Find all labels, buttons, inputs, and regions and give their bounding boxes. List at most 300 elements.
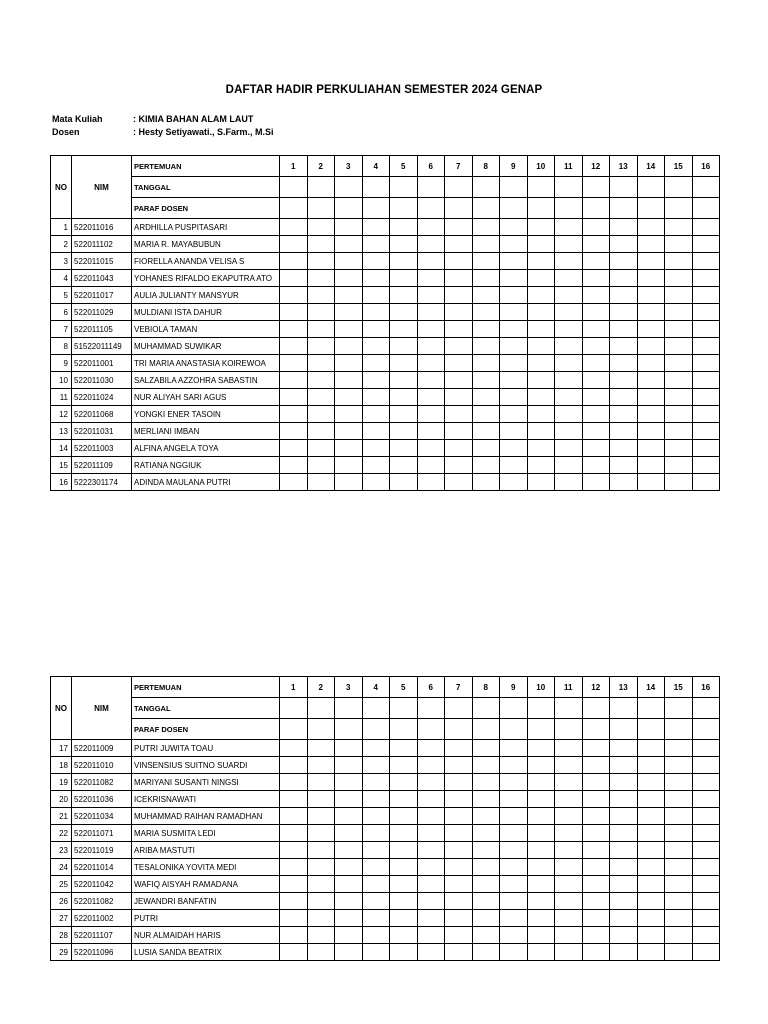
attendance-cell[interactable] xyxy=(307,253,335,270)
attendance-cell[interactable] xyxy=(555,287,583,304)
attendance-cell[interactable] xyxy=(665,944,693,961)
attendance-cell[interactable] xyxy=(637,372,665,389)
attendance-cell[interactable] xyxy=(445,757,473,774)
attendance-cell[interactable] xyxy=(280,774,308,791)
attendance-cell[interactable] xyxy=(665,338,693,355)
lecturer-signature-cell[interactable] xyxy=(665,198,693,219)
attendance-cell[interactable] xyxy=(280,927,308,944)
attendance-cell[interactable] xyxy=(555,893,583,910)
attendance-cell[interactable] xyxy=(665,808,693,825)
attendance-cell[interactable] xyxy=(472,876,500,893)
attendance-cell[interactable] xyxy=(637,457,665,474)
lecturer-signature-cell[interactable] xyxy=(500,198,528,219)
attendance-cell[interactable] xyxy=(610,474,638,491)
attendance-cell[interactable] xyxy=(692,236,720,253)
attendance-cell[interactable] xyxy=(665,355,693,372)
attendance-cell[interactable] xyxy=(417,859,445,876)
attendance-cell[interactable] xyxy=(417,389,445,406)
attendance-cell[interactable] xyxy=(335,944,363,961)
date-cell[interactable] xyxy=(610,177,638,198)
attendance-cell[interactable] xyxy=(445,236,473,253)
attendance-cell[interactable] xyxy=(417,287,445,304)
attendance-cell[interactable] xyxy=(335,457,363,474)
attendance-cell[interactable] xyxy=(500,304,528,321)
attendance-cell[interactable] xyxy=(555,253,583,270)
attendance-cell[interactable] xyxy=(335,842,363,859)
attendance-cell[interactable] xyxy=(472,270,500,287)
attendance-cell[interactable] xyxy=(445,474,473,491)
attendance-cell[interactable] xyxy=(692,287,720,304)
attendance-cell[interactable] xyxy=(527,791,555,808)
attendance-cell[interactable] xyxy=(390,474,418,491)
attendance-cell[interactable] xyxy=(445,740,473,757)
attendance-cell[interactable] xyxy=(555,774,583,791)
date-cell[interactable] xyxy=(610,698,638,719)
attendance-cell[interactable] xyxy=(665,423,693,440)
attendance-cell[interactable] xyxy=(307,440,335,457)
attendance-cell[interactable] xyxy=(500,876,528,893)
attendance-cell[interactable] xyxy=(582,876,610,893)
date-cell[interactable] xyxy=(582,698,610,719)
attendance-cell[interactable] xyxy=(362,423,390,440)
attendance-cell[interactable] xyxy=(307,355,335,372)
attendance-cell[interactable] xyxy=(692,270,720,287)
attendance-cell[interactable] xyxy=(445,287,473,304)
attendance-cell[interactable] xyxy=(692,253,720,270)
attendance-cell[interactable] xyxy=(582,757,610,774)
attendance-cell[interactable] xyxy=(362,842,390,859)
attendance-cell[interactable] xyxy=(582,808,610,825)
attendance-cell[interactable] xyxy=(527,219,555,236)
attendance-cell[interactable] xyxy=(692,859,720,876)
attendance-cell[interactable] xyxy=(362,893,390,910)
attendance-cell[interactable] xyxy=(500,287,528,304)
attendance-cell[interactable] xyxy=(445,774,473,791)
attendance-cell[interactable] xyxy=(417,457,445,474)
attendance-cell[interactable] xyxy=(390,808,418,825)
attendance-cell[interactable] xyxy=(445,808,473,825)
attendance-cell[interactable] xyxy=(692,457,720,474)
attendance-cell[interactable] xyxy=(692,876,720,893)
attendance-cell[interactable] xyxy=(527,321,555,338)
attendance-cell[interactable] xyxy=(390,372,418,389)
attendance-cell[interactable] xyxy=(390,355,418,372)
attendance-cell[interactable] xyxy=(610,423,638,440)
attendance-cell[interactable] xyxy=(390,457,418,474)
attendance-cell[interactable] xyxy=(637,740,665,757)
attendance-cell[interactable] xyxy=(280,355,308,372)
attendance-cell[interactable] xyxy=(390,927,418,944)
attendance-cell[interactable] xyxy=(445,270,473,287)
attendance-cell[interactable] xyxy=(390,253,418,270)
attendance-cell[interactable] xyxy=(500,474,528,491)
attendance-cell[interactable] xyxy=(637,423,665,440)
attendance-cell[interactable] xyxy=(500,372,528,389)
attendance-cell[interactable] xyxy=(417,355,445,372)
attendance-cell[interactable] xyxy=(307,304,335,321)
attendance-cell[interactable] xyxy=(610,236,638,253)
attendance-cell[interactable] xyxy=(390,406,418,423)
attendance-cell[interactable] xyxy=(555,423,583,440)
attendance-cell[interactable] xyxy=(500,355,528,372)
attendance-cell[interactable] xyxy=(582,791,610,808)
lecturer-signature-cell[interactable] xyxy=(307,719,335,740)
attendance-cell[interactable] xyxy=(665,457,693,474)
attendance-cell[interactable] xyxy=(417,406,445,423)
attendance-cell[interactable] xyxy=(390,236,418,253)
attendance-cell[interactable] xyxy=(500,927,528,944)
attendance-cell[interactable] xyxy=(500,791,528,808)
attendance-cell[interactable] xyxy=(362,825,390,842)
attendance-cell[interactable] xyxy=(445,944,473,961)
attendance-cell[interactable] xyxy=(307,474,335,491)
attendance-cell[interactable] xyxy=(472,355,500,372)
attendance-cell[interactable] xyxy=(280,474,308,491)
attendance-cell[interactable] xyxy=(472,474,500,491)
attendance-cell[interactable] xyxy=(472,859,500,876)
attendance-cell[interactable] xyxy=(582,270,610,287)
attendance-cell[interactable] xyxy=(610,219,638,236)
lecturer-signature-cell[interactable] xyxy=(637,719,665,740)
lecturer-signature-cell[interactable] xyxy=(692,719,720,740)
attendance-cell[interactable] xyxy=(555,304,583,321)
attendance-cell[interactable] xyxy=(637,474,665,491)
attendance-cell[interactable] xyxy=(527,406,555,423)
attendance-cell[interactable] xyxy=(390,791,418,808)
attendance-cell[interactable] xyxy=(445,859,473,876)
date-cell[interactable] xyxy=(417,698,445,719)
attendance-cell[interactable] xyxy=(307,791,335,808)
attendance-cell[interactable] xyxy=(527,304,555,321)
attendance-cell[interactable] xyxy=(307,236,335,253)
attendance-cell[interactable] xyxy=(445,389,473,406)
attendance-cell[interactable] xyxy=(417,372,445,389)
attendance-cell[interactable] xyxy=(582,910,610,927)
attendance-cell[interactable] xyxy=(555,219,583,236)
attendance-cell[interactable] xyxy=(417,304,445,321)
attendance-cell[interactable] xyxy=(335,474,363,491)
attendance-cell[interactable] xyxy=(582,338,610,355)
attendance-cell[interactable] xyxy=(445,372,473,389)
attendance-cell[interactable] xyxy=(362,321,390,338)
attendance-cell[interactable] xyxy=(335,219,363,236)
attendance-cell[interactable] xyxy=(665,304,693,321)
attendance-cell[interactable] xyxy=(665,236,693,253)
attendance-cell[interactable] xyxy=(555,406,583,423)
attendance-cell[interactable] xyxy=(335,423,363,440)
attendance-cell[interactable] xyxy=(417,757,445,774)
attendance-cell[interactable] xyxy=(610,876,638,893)
attendance-cell[interactable] xyxy=(582,389,610,406)
attendance-cell[interactable] xyxy=(390,423,418,440)
lecturer-signature-cell[interactable] xyxy=(555,719,583,740)
attendance-cell[interactable] xyxy=(335,740,363,757)
attendance-cell[interactable] xyxy=(665,876,693,893)
attendance-cell[interactable] xyxy=(692,774,720,791)
attendance-cell[interactable] xyxy=(472,440,500,457)
attendance-cell[interactable] xyxy=(692,910,720,927)
attendance-cell[interactable] xyxy=(555,791,583,808)
attendance-cell[interactable] xyxy=(280,757,308,774)
attendance-cell[interactable] xyxy=(692,791,720,808)
attendance-cell[interactable] xyxy=(527,355,555,372)
attendance-cell[interactable] xyxy=(610,825,638,842)
attendance-cell[interactable] xyxy=(307,842,335,859)
date-cell[interactable] xyxy=(335,177,363,198)
attendance-cell[interactable] xyxy=(307,927,335,944)
attendance-cell[interactable] xyxy=(527,287,555,304)
attendance-cell[interactable] xyxy=(472,457,500,474)
attendance-cell[interactable] xyxy=(280,876,308,893)
attendance-cell[interactable] xyxy=(280,304,308,321)
attendance-cell[interactable] xyxy=(472,944,500,961)
attendance-cell[interactable] xyxy=(472,842,500,859)
attendance-cell[interactable] xyxy=(445,825,473,842)
attendance-cell[interactable] xyxy=(390,944,418,961)
attendance-cell[interactable] xyxy=(582,825,610,842)
attendance-cell[interactable] xyxy=(610,389,638,406)
attendance-cell[interactable] xyxy=(335,406,363,423)
attendance-cell[interactable] xyxy=(280,389,308,406)
attendance-cell[interactable] xyxy=(417,944,445,961)
attendance-cell[interactable] xyxy=(472,372,500,389)
attendance-cell[interactable] xyxy=(472,910,500,927)
attendance-cell[interactable] xyxy=(692,893,720,910)
attendance-cell[interactable] xyxy=(335,927,363,944)
attendance-cell[interactable] xyxy=(362,808,390,825)
attendance-cell[interactable] xyxy=(472,406,500,423)
date-cell[interactable] xyxy=(637,177,665,198)
attendance-cell[interactable] xyxy=(335,389,363,406)
attendance-cell[interactable] xyxy=(307,321,335,338)
attendance-cell[interactable] xyxy=(390,338,418,355)
attendance-cell[interactable] xyxy=(665,406,693,423)
attendance-cell[interactable] xyxy=(637,876,665,893)
lecturer-signature-cell[interactable] xyxy=(280,719,308,740)
attendance-cell[interactable] xyxy=(527,927,555,944)
attendance-cell[interactable] xyxy=(280,440,308,457)
attendance-cell[interactable] xyxy=(665,474,693,491)
attendance-cell[interactable] xyxy=(637,287,665,304)
attendance-cell[interactable] xyxy=(692,219,720,236)
attendance-cell[interactable] xyxy=(527,236,555,253)
attendance-cell[interactable] xyxy=(527,910,555,927)
attendance-cell[interactable] xyxy=(472,740,500,757)
attendance-cell[interactable] xyxy=(555,842,583,859)
date-cell[interactable] xyxy=(692,177,720,198)
attendance-cell[interactable] xyxy=(280,859,308,876)
attendance-cell[interactable] xyxy=(637,774,665,791)
attendance-cell[interactable] xyxy=(445,791,473,808)
lecturer-signature-cell[interactable] xyxy=(665,719,693,740)
attendance-cell[interactable] xyxy=(527,423,555,440)
attendance-cell[interactable] xyxy=(527,944,555,961)
attendance-cell[interactable] xyxy=(472,791,500,808)
attendance-cell[interactable] xyxy=(610,859,638,876)
date-cell[interactable] xyxy=(362,698,390,719)
attendance-cell[interactable] xyxy=(582,236,610,253)
attendance-cell[interactable] xyxy=(280,321,308,338)
attendance-cell[interactable] xyxy=(527,338,555,355)
attendance-cell[interactable] xyxy=(472,757,500,774)
attendance-cell[interactable] xyxy=(527,825,555,842)
attendance-cell[interactable] xyxy=(390,842,418,859)
attendance-cell[interactable] xyxy=(527,372,555,389)
date-cell[interactable] xyxy=(472,698,500,719)
attendance-cell[interactable] xyxy=(417,423,445,440)
attendance-cell[interactable] xyxy=(280,825,308,842)
date-cell[interactable] xyxy=(692,698,720,719)
attendance-cell[interactable] xyxy=(637,321,665,338)
attendance-cell[interactable] xyxy=(335,893,363,910)
attendance-cell[interactable] xyxy=(362,219,390,236)
attendance-cell[interactable] xyxy=(445,304,473,321)
attendance-cell[interactable] xyxy=(527,842,555,859)
date-cell[interactable] xyxy=(637,698,665,719)
attendance-cell[interactable] xyxy=(555,944,583,961)
date-cell[interactable] xyxy=(280,177,308,198)
attendance-cell[interactable] xyxy=(362,406,390,423)
attendance-cell[interactable] xyxy=(500,842,528,859)
attendance-cell[interactable] xyxy=(362,859,390,876)
attendance-cell[interactable] xyxy=(555,740,583,757)
attendance-cell[interactable] xyxy=(335,791,363,808)
attendance-cell[interactable] xyxy=(500,808,528,825)
attendance-cell[interactable] xyxy=(307,423,335,440)
lecturer-signature-cell[interactable] xyxy=(472,198,500,219)
attendance-cell[interactable] xyxy=(335,287,363,304)
attendance-cell[interactable] xyxy=(527,757,555,774)
attendance-cell[interactable] xyxy=(555,372,583,389)
attendance-cell[interactable] xyxy=(527,440,555,457)
attendance-cell[interactable] xyxy=(637,236,665,253)
attendance-cell[interactable] xyxy=(335,876,363,893)
attendance-cell[interactable] xyxy=(445,927,473,944)
attendance-cell[interactable] xyxy=(307,406,335,423)
attendance-cell[interactable] xyxy=(280,338,308,355)
lecturer-signature-cell[interactable] xyxy=(637,198,665,219)
attendance-cell[interactable] xyxy=(665,859,693,876)
attendance-cell[interactable] xyxy=(582,457,610,474)
date-cell[interactable] xyxy=(417,177,445,198)
attendance-cell[interactable] xyxy=(692,808,720,825)
attendance-cell[interactable] xyxy=(555,474,583,491)
attendance-cell[interactable] xyxy=(362,791,390,808)
attendance-cell[interactable] xyxy=(692,338,720,355)
attendance-cell[interactable] xyxy=(500,440,528,457)
attendance-cell[interactable] xyxy=(692,406,720,423)
lecturer-signature-cell[interactable] xyxy=(527,198,555,219)
attendance-cell[interactable] xyxy=(445,876,473,893)
attendance-cell[interactable] xyxy=(555,876,583,893)
lecturer-signature-cell[interactable] xyxy=(582,719,610,740)
attendance-cell[interactable] xyxy=(445,910,473,927)
attendance-cell[interactable] xyxy=(417,253,445,270)
attendance-cell[interactable] xyxy=(280,842,308,859)
attendance-cell[interactable] xyxy=(472,253,500,270)
attendance-cell[interactable] xyxy=(500,757,528,774)
attendance-cell[interactable] xyxy=(500,423,528,440)
attendance-cell[interactable] xyxy=(335,910,363,927)
attendance-cell[interactable] xyxy=(582,287,610,304)
attendance-cell[interactable] xyxy=(307,859,335,876)
attendance-cell[interactable] xyxy=(610,287,638,304)
attendance-cell[interactable] xyxy=(527,859,555,876)
attendance-cell[interactable] xyxy=(582,944,610,961)
attendance-cell[interactable] xyxy=(362,270,390,287)
date-cell[interactable] xyxy=(527,698,555,719)
attendance-cell[interactable] xyxy=(417,219,445,236)
date-cell[interactable] xyxy=(555,177,583,198)
attendance-cell[interactable] xyxy=(527,774,555,791)
date-cell[interactable] xyxy=(445,698,473,719)
attendance-cell[interactable] xyxy=(610,944,638,961)
attendance-cell[interactable] xyxy=(665,842,693,859)
attendance-cell[interactable] xyxy=(472,774,500,791)
attendance-cell[interactable] xyxy=(472,423,500,440)
attendance-cell[interactable] xyxy=(527,253,555,270)
attendance-cell[interactable] xyxy=(417,338,445,355)
attendance-cell[interactable] xyxy=(362,944,390,961)
attendance-cell[interactable] xyxy=(610,372,638,389)
attendance-cell[interactable] xyxy=(280,740,308,757)
attendance-cell[interactable] xyxy=(362,236,390,253)
attendance-cell[interactable] xyxy=(307,944,335,961)
attendance-cell[interactable] xyxy=(500,219,528,236)
attendance-cell[interactable] xyxy=(390,893,418,910)
attendance-cell[interactable] xyxy=(335,372,363,389)
attendance-cell[interactable] xyxy=(665,927,693,944)
attendance-cell[interactable] xyxy=(307,876,335,893)
attendance-cell[interactable] xyxy=(417,740,445,757)
attendance-cell[interactable] xyxy=(307,338,335,355)
attendance-cell[interactable] xyxy=(362,253,390,270)
lecturer-signature-cell[interactable] xyxy=(307,198,335,219)
attendance-cell[interactable] xyxy=(500,825,528,842)
attendance-cell[interactable] xyxy=(500,457,528,474)
attendance-cell[interactable] xyxy=(390,859,418,876)
attendance-cell[interactable] xyxy=(692,740,720,757)
attendance-cell[interactable] xyxy=(362,372,390,389)
attendance-cell[interactable] xyxy=(500,270,528,287)
date-cell[interactable] xyxy=(362,177,390,198)
attendance-cell[interactable] xyxy=(610,740,638,757)
attendance-cell[interactable] xyxy=(335,757,363,774)
attendance-cell[interactable] xyxy=(307,219,335,236)
attendance-cell[interactable] xyxy=(555,859,583,876)
lecturer-signature-cell[interactable] xyxy=(445,198,473,219)
attendance-cell[interactable] xyxy=(472,389,500,406)
attendance-cell[interactable] xyxy=(472,321,500,338)
date-cell[interactable] xyxy=(307,698,335,719)
attendance-cell[interactable] xyxy=(692,423,720,440)
attendance-cell[interactable] xyxy=(555,236,583,253)
attendance-cell[interactable] xyxy=(582,304,610,321)
lecturer-signature-cell[interactable] xyxy=(362,198,390,219)
attendance-cell[interactable] xyxy=(280,270,308,287)
attendance-cell[interactable] xyxy=(362,910,390,927)
attendance-cell[interactable] xyxy=(692,825,720,842)
attendance-cell[interactable] xyxy=(445,406,473,423)
attendance-cell[interactable] xyxy=(390,740,418,757)
attendance-cell[interactable] xyxy=(390,757,418,774)
attendance-cell[interactable] xyxy=(335,321,363,338)
attendance-cell[interactable] xyxy=(637,219,665,236)
attendance-cell[interactable] xyxy=(472,808,500,825)
attendance-cell[interactable] xyxy=(692,321,720,338)
lecturer-signature-cell[interactable] xyxy=(500,719,528,740)
attendance-cell[interactable] xyxy=(555,927,583,944)
